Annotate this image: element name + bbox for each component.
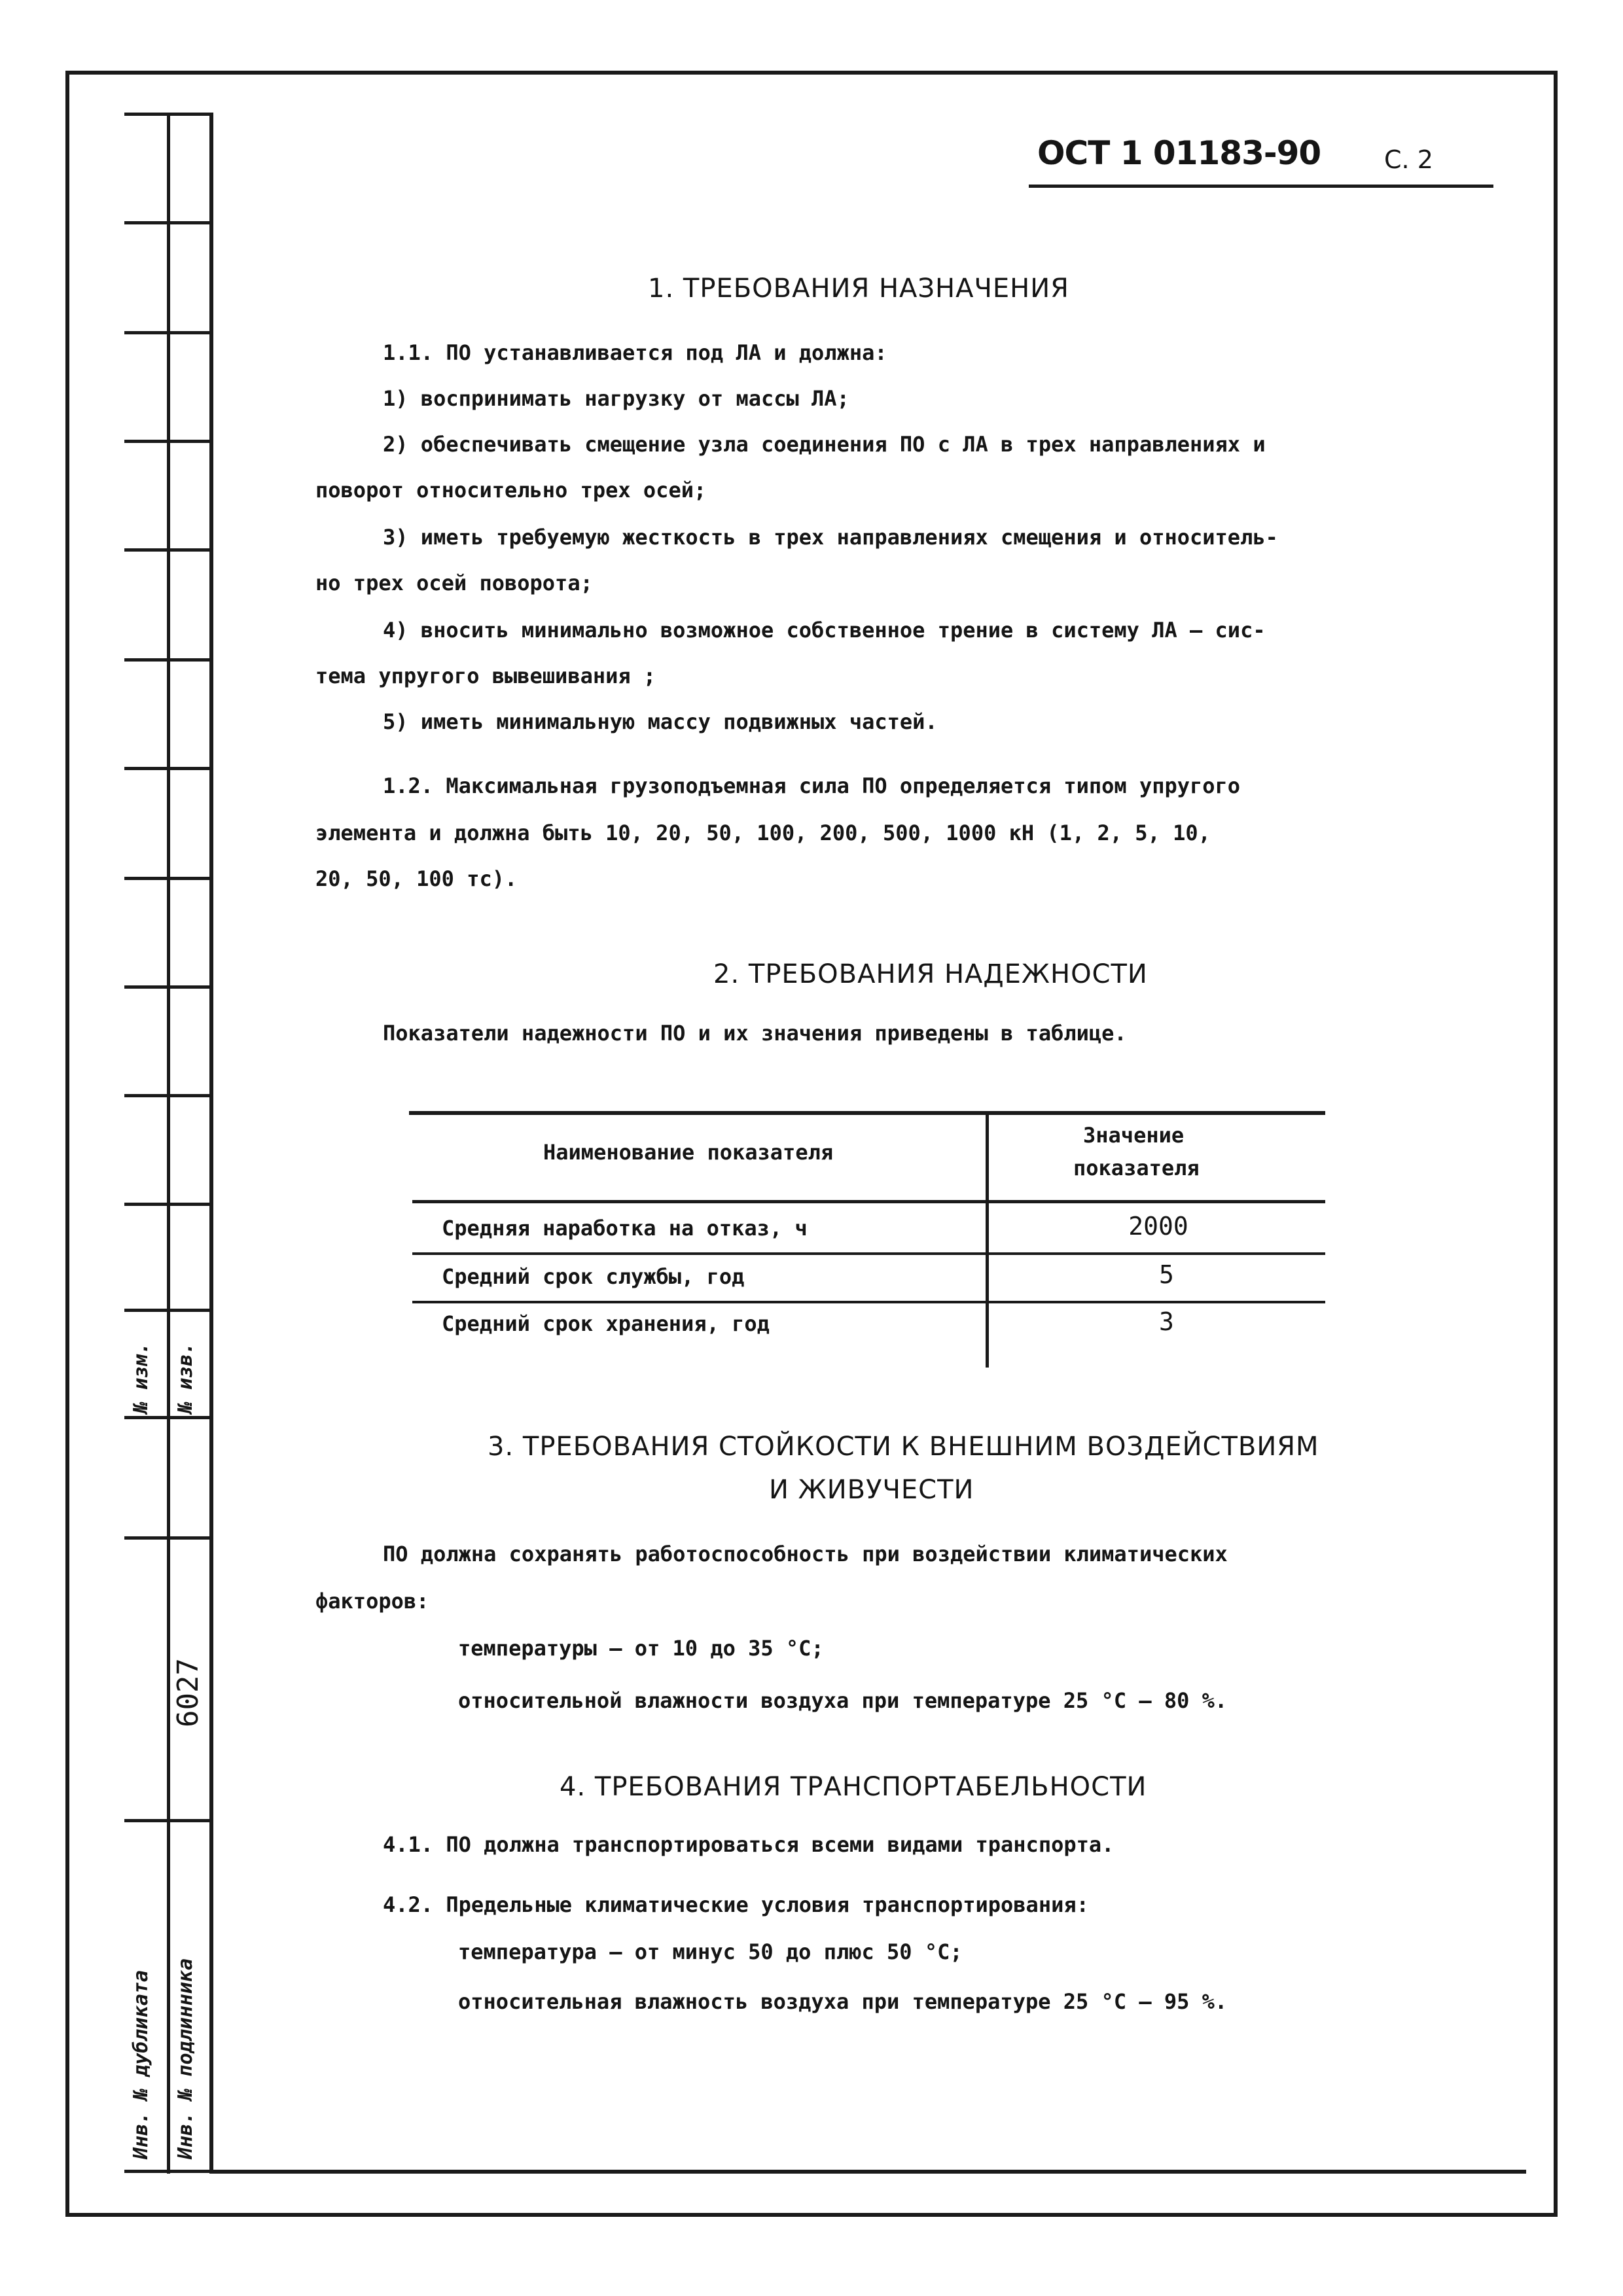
item-2-line-1: 2) обеспечивать смещение узла соединения ПО с ЛА в трех направлениях и [383,432,1266,457]
strip-tick [124,1309,212,1312]
strip-tick [124,877,212,880]
strip-tick [124,1203,212,1206]
section-4-title: 4. ТРЕБОВАНИЯ ТРАНСПОРТАБЕЛЬНОСТИ [560,1772,1147,1802]
inner-frame-bottom [209,2170,1526,2174]
table-top-rule [409,1111,1325,1115]
section-4-humidity: относительная влажность воздуха при температуре 25 °С – 95 %. [458,1989,1228,2014]
strip-tick [124,985,212,989]
section-3-title-line-1: 3. ТРЕБОВАНИЯ СТОЙКОСТИ К ВНЕШНИМ ВОЗДЕЙСТВИЯМ [488,1432,1319,1462]
table-row-value: 2000 [1128,1212,1188,1241]
section-2-title: 2. ТРЕБОВАНИЯ НАДЕЖНОСТИ [713,959,1148,989]
item-3-line-1: 3) иметь требуемую жесткость в трех направлениях смещения и относитель- [383,525,1278,550]
table-row-name: Средний срок хранения, год [442,1311,770,1336]
strip-tick [124,767,212,770]
para-1-2-line-2: элемента и должна быть 10, 20, 50, 100, 200, 500, 1000 кН (1, 2, 5, 10, [315,821,1211,845]
para-1-2-line-1: 1.2. Максимальная грузоподъемная сила ПО определяется типом упругого [383,773,1241,798]
item-4-line-2: тема упругого вывешивания ; [315,663,656,688]
item-1: 1) воспринимать нагрузку от массы ЛА; [383,386,849,411]
strip-divider [167,113,170,2174]
strip-tick [124,548,212,552]
document-code: ОСТ 1 01183-90 [1037,134,1321,172]
section-3-para-line-2: факторов: [315,1589,429,1614]
strip-orig-number: 6027 [171,1658,205,1727]
item-2-line-2: поворот относительно трех осей; [315,478,707,503]
table-col2-header-line-2: показателя [1073,1156,1200,1180]
section-3-temperature: температуры – от 10 до 35 °С; [458,1636,824,1661]
section-4-temperature: температура – от минус 50 до плюс 50 °С; [458,1939,963,1964]
section-2-intro: Показатели надежности ПО и их значения приведены в таблице. [383,1021,1127,1046]
strip-orig-label: Инв. № подлинника [174,1958,197,2159]
table-row-rule [412,1252,1325,1255]
strip-izv-label: № изв. [174,1342,197,1413]
table-row-value: 3 [1159,1307,1174,1336]
item-5: 5) иметь минимальную массу подвижных частей. [383,709,938,734]
strip-tick [124,221,212,224]
section-3-para-line-1: ПО должна сохранять работоспособность при воздействии климатических [383,1542,1228,1566]
strip-tick [124,440,212,443]
para-1-1: 1.1. ПО устанавливается под ЛА и должна: [383,340,887,365]
strip-tick [124,331,212,334]
strip-izm-label: № изм. [130,1342,152,1413]
strip-tick [124,658,212,662]
page-number: С. 2 [1384,145,1433,174]
header-rule [1029,185,1493,188]
strip-tick [124,2170,212,2173]
strip-dup-label: Инв. № дубликата [130,1970,152,2159]
table-col2-header-line-1: Значение [1083,1123,1185,1148]
strip-tick [124,1094,212,1097]
para-4-1: 4.1. ПО должна транспортироваться всеми видами транспорта. [383,1832,1115,1857]
para-1-2-line-3: 20, 50, 100 тс). [315,866,518,891]
para-4-2: 4.2. Предельные климатические условия транспортирования: [383,1892,1089,1917]
strip-tick [124,1819,212,1822]
section-1-title: 1. ТРЕБОВАНИЯ НАЗНАЧЕНИЯ [648,274,1069,304]
section-3-humidity: относительной влажности воздуха при температуре 25 °С – 80 %. [458,1688,1228,1713]
table-row-name: Средняя наработка на отказ, ч [442,1216,808,1241]
strip-tick [124,113,212,116]
section-3-title-line-2: И ЖИВУЧЕСТИ [769,1475,974,1505]
strip-tick [124,1536,212,1540]
table-col1-header: Наименование показателя [543,1140,834,1165]
strip-tick [124,1416,212,1419]
table-header-rule [412,1200,1325,1203]
table-row-value: 5 [1159,1260,1174,1289]
item-4-line-1: 4) вносить минимально возможное собственное трение в систему ЛА – сис- [383,618,1266,643]
inner-frame-left [209,113,213,2174]
table-row-rule [412,1301,1325,1303]
table-row-name: Средний срок службы, год [442,1264,745,1289]
item-3-line-2: но трех осей поворота; [315,571,593,595]
